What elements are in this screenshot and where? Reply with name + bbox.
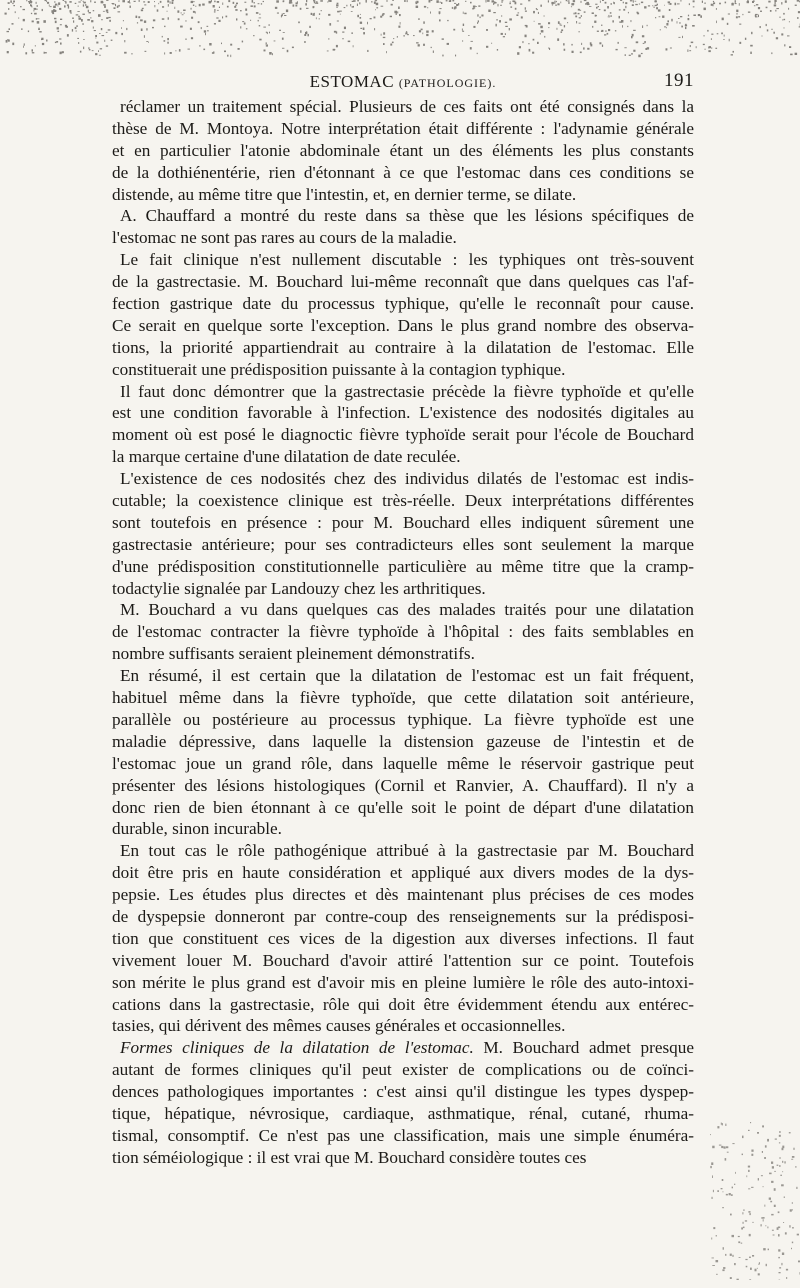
running-head: [112, 70, 694, 96]
text-line: habituel même dans la fièvre typhoïde, que cette dilatation soit antérieure,: [112, 688, 694, 708]
paragraph: [112, 96, 694, 205]
text-line: de l'estomac contracter la fièvre typhoïde à l'hôpital : des faits semblables en: [112, 622, 694, 642]
section-heading-italic: Formes cliniques de la dilatation de l'estomac.: [120, 1038, 474, 1058]
paragraph: [112, 1037, 694, 1168]
running-head-title: [112, 72, 694, 92]
text-line: thèse de M. Montoya. Notre interprétation était différente : l'adynamie générale: [112, 118, 694, 138]
text-line: durable, sinon incurable.: [112, 819, 282, 839]
text-line: tismal, consomptif. Ce n'est pas une classification, mais une simple énuméra-: [112, 1125, 694, 1145]
text-line: et en particulier l'atonie abdominale étant un des éléments les plus constants: [112, 140, 694, 160]
paragraph: [112, 665, 694, 840]
text-line: gastrectasie antérieure; pour ses contradicteurs elles sont seulement la marque: [112, 534, 694, 554]
scan-noise-right: [710, 1120, 800, 1280]
text-line: constituerait une prédisposition puissante à la contagion typhique.: [112, 359, 566, 379]
text-line: d'une prédisposition constitutionnelle particulière au même titre que la cramp-: [112, 556, 694, 576]
text-line: l'estomac ne sont pas rares au cours de la maladie.: [112, 228, 457, 248]
section-heading-rest: M. Bouchard admet presque: [473, 1038, 694, 1058]
text-line: maladie dépressive, dans laquelle la distension gazeuse de l'intestin et de: [112, 731, 694, 751]
paragraph: [112, 205, 694, 249]
text-line: dences pathologiques importantes : c'est ainsi qu'il distingue les types dyspep-: [112, 1082, 694, 1102]
text-line: de la gastrectasie. M. Bouchard lui-même reconnaît que dans quelques cas l'af-: [112, 272, 694, 292]
text-line: moment où est posé le diagnoctic fièvre typhoïde serait pour l'école de Bouchard: [112, 425, 694, 445]
text-line: réclamer un traitement spécial. Plusieurs de ces faits ont été consignés dans la: [120, 97, 694, 116]
text-line: sont toutefois en présence : pour M. Bouchard elles indiquent sûrement une: [112, 512, 694, 532]
paragraph: [112, 249, 694, 380]
text-line: En résumé, il est certain que la dilatation de l'estomac est un fait fréquent,: [120, 666, 694, 686]
text-line: de la dothiénentérie, rien d'étonnant à ce que l'estomac dans ces conditions se: [112, 162, 694, 182]
text-line: parallèle ou postérieure au processus typhique. La fièvre typhoïde est une: [112, 709, 694, 729]
text-line: présenter des lésions histologiques (Cornil et Ranvier, A. Chauffard). Il n'y a: [112, 775, 694, 795]
text-line: M. Bouchard a vu dans quelques cas des malades traités pour une dilatation: [120, 600, 694, 620]
text-line: tique, hépatique, névrosique, cardiaque, asthmatique, rénal, cutané, rhuma-: [112, 1103, 694, 1123]
text-line: doit être pris en haute considération et appliqué aux divers modes de la dys-: [112, 863, 694, 883]
text-line: tion séméiologique : il est vrai que M. Bouchard considère toutes ces: [112, 1147, 587, 1167]
book-page: [112, 70, 694, 1169]
text-line: fection gastrique date du processus typhique, qu'elle le reconnaît pour cause.: [112, 294, 694, 314]
text-line: est une condition favorable à l'infection. L'existence des nodosités digitales au: [112, 403, 694, 423]
page-number: 191: [664, 70, 694, 91]
text-line: pepsie. Les études plus directes et dès maintenant plus précises de ces modes: [112, 885, 694, 905]
running-head-sub: (PATHOLOGIE).: [398, 76, 497, 90]
paragraph: [112, 468, 694, 599]
text-line: [112, 1037, 694, 1059]
running-head-main: ESTOMAC: [309, 72, 395, 91]
text-line: tion que constituent ces vices de la digestion aux diverses infections. Il faut: [112, 928, 694, 948]
text-line: todactylie signalée par Landouzy chez les arthritiques.: [112, 578, 486, 598]
text-line: distende, au même titre que l'intestin, et, en dernier terme, se dilate.: [112, 184, 577, 204]
text-line: tasies, qui dérivent des mêmes causes générales et occasionnelles.: [112, 1016, 566, 1036]
text-line: donc rien de bien étonnant à ce qu'elle soit le point de départ d'une dilatation: [112, 797, 694, 817]
text-line: l'estomac joue un grand rôle, dans laquelle même le réservoir gastrique peut: [112, 753, 694, 773]
text-line: autant de formes cliniques qu'il peut exister de complications ou de coïnci-: [112, 1060, 694, 1080]
paragraph: [112, 381, 694, 469]
text-line: tions, la priorité appartiendrait au contraire à la dilatation de l'estomac. Elle: [112, 337, 694, 357]
text-line: nombre suffisants seraient pleinement démonstratifs.: [112, 644, 475, 664]
text-line: Il faut donc démontrer que la gastrectasie précède la fièvre typhoïde et qu'elle: [120, 381, 694, 401]
text-line: son mérite le plus grand est d'avoir mis en pleine lumière le rôle des auto-intoxi-: [112, 972, 694, 992]
scan-noise-top: [0, 0, 800, 60]
text-line: cutable; la coexistence clinique est très-réelle. Deux interprétations différentes: [112, 491, 694, 511]
paragraph: [112, 599, 694, 665]
text-line: la marque certaine d'une dilatation de date reculée.: [112, 447, 461, 467]
text-line: Ce serait en quelque sorte l'exception. Dans le plus grand nombre des observa-: [112, 315, 694, 335]
text-line: cations dans la gastrectasie, rôle qui doit être évidemment étendu aux entérec-: [112, 994, 694, 1014]
text-line: L'existence de ces nodosités chez des individus dilatés de l'estomac est indis-: [120, 469, 694, 489]
text-line: En tout cas le rôle pathogénique attribué à la gastrectasie par M. Bouchard: [120, 841, 694, 861]
text-line: vivement louer M. Bouchard d'avoir attiré l'attention sur ce point. Toutefois: [112, 950, 694, 970]
body-text: [112, 96, 694, 1169]
text-line: de dyspepsie donneront par contre-coup des renseignements sur la prédisposi-: [112, 906, 694, 926]
text-line: Le fait clinique n'est nullement discutable : les typhiques ont très-souvent: [120, 250, 694, 270]
paragraph: [112, 840, 694, 1037]
text-line: A. Chauffard a montré du reste dans sa thèse que les lésions spécifiques de: [120, 206, 694, 226]
